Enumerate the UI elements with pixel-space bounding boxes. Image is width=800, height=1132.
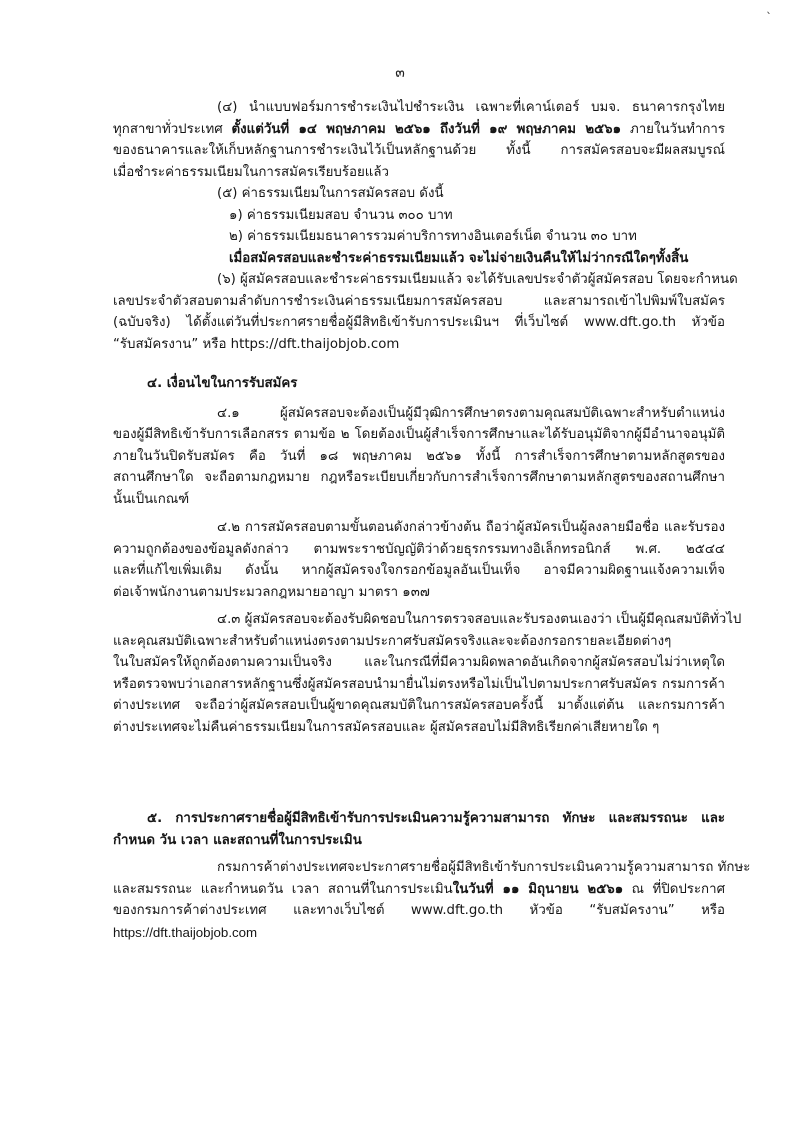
- text-span: ทุกสาขาทั่วประเทศ: [113, 121, 232, 137]
- text-line: สถานศึกษาใด จะถือตามกฎหมาย กฎหรือระเบียบเกี่ยวกับการสำเร็จการศึกษาตามหลักสูตรของสถานศึกษา: [113, 470, 725, 485]
- fee-bank: ๒) ค่าธรรมเนียมธนาคารรวมค่าบริการทางอินเตอร์เน็ต จำนวน ๓๐ บาท: [229, 229, 637, 244]
- text-line: ต่างประเทศจะไม่คืนค่าธรรมเนียมในการสมัครสอบและ ผู้สมัครสอบไม่มีสิทธิเรียกค่าเสียหายใด ๆ: [113, 719, 660, 735]
- text-line: นั้นเป็นเกณฑ์: [113, 491, 190, 507]
- section4: [113, 373, 742, 738]
- text-line: ต่อเจ้าพนักงานตามประมวลกฎหมายอาญา มาตรา ๑๓๗: [113, 584, 430, 600]
- payment-dates: ตั้งแต่วันที่ ๑๔ พฤษภาคม ๒๕๖๑ ถึงวันที่ ๑๙ พฤษภาคม ๒๕๖๑: [231, 121, 622, 137]
- no-refund-notice: เมื่อสมัครสอบและชำระค่าธรรมเนียมแล้ว จะไม่จ่ายเงินคืนให้ไม่ว่ากรณีใดๆทั้งสิ้น: [229, 250, 689, 266]
- text-line: ๔.๑ ผู้สมัครสอบจะต้องเป็นผู้มีวุฒิการศึกษาตรงตามคุณสมบัติเฉพาะสำหรับตำแหน่ง: [217, 405, 725, 421]
- section5-title-line2: กำหนด วัน เวลา และสถานที่ในการประเมิน: [113, 832, 362, 848]
- text-line: [113, 119, 725, 141]
- text-line: [113, 879, 725, 901]
- website-url: https://dft.thaijobjob.com: [113, 924, 258, 940]
- text-line: (๔) นำแบบฟอร์มการชำระเงินไปชำระเงิน เฉพาะที่เคาน์เตอร์ บมจ. ธนาคารกรุงไทย: [217, 100, 725, 115]
- section5: [113, 808, 751, 943]
- text-line: กรมการค้าต่างประเทศจะประกาศรายชื่อผู้มีสิทธิเข้ารับการประเมินความรู้ความสามารถ ทักษะ: [217, 860, 751, 875]
- text-line: ของธนาคารและให้เก็บหลักฐานการชำระเงินไว้เป็นหลักฐานด้วย ทั้งนี้ การสมัครสอบจะมีผลสมบูรณ์: [113, 143, 725, 158]
- text-line: ๔.๒ การสมัครสอบตามขั้นตอนดังกล่าวข้างต้น ถือว่าผู้สมัครเป็นผู้ลงลายมือชื่อ และรับรอง: [217, 520, 725, 535]
- fees-heading: (๕) ค่าธรรมเนียมในการสมัครสอบ ดังนี้: [217, 186, 444, 201]
- text-line: ในใบสมัครให้ถูกต้องตามความเป็นจริง และในกรณีที่มีความผิดพลาดอันเกิดจากผู้สมัครสอบไม่ว่าเหตุใด: [113, 655, 725, 670]
- text-line: เมื่อชำระค่าธรรมเนียมในการสมัครเรียบร้อยแล้ว: [113, 164, 389, 180]
- text-line: (๖) ผู้สมัครสอบและชำระค่าธรรมเนียมแล้ว จะได้รับเลขประจำตัวผู้สมัครสอบ โดยจะกำหนด: [217, 272, 738, 287]
- text-line: “รับสมัครงาน” หรือ https://dft.thaijobjob.com: [113, 336, 400, 352]
- text-line: หรือตรวจพบว่าเอกสารหลักฐานซึ่งผู้สมัครสอบนำมายื่นไม่ตรงหรือไม่เป็นไปตามประกาศรับสมัคร กรมการค้า: [113, 676, 725, 692]
- text-line: ภายในวันปิดรับสมัคร คือ วันที่ ๑๘ พฤษภาคม ๒๕๖๑ ทั้งนี้ การสำเร็จการศึกษาตามหลักสูตรของ: [113, 448, 725, 464]
- section4-title: ๔. เงื่อนไขในการรับสมัคร: [147, 376, 298, 391]
- text-span: และสมรรถนะ และกำหนดวัน เวลา สถานที่ในการประเมิน: [113, 881, 453, 897]
- text-line: (ฉบับจริง) ได้ตั้งแต่วันที่ประกาศรายชื่อผู้มีสิทธิเข้ารับการประเมินฯ ที่เว็บไซต์ www.dft.go.th หัวข้อ: [113, 315, 725, 330]
- announcement-date: ในวันที่ ๑๑ มิถุนายน ๒๕๖๑: [452, 881, 624, 897]
- text-span: ภายในวันทำการ: [621, 121, 725, 137]
- item4-payment-paragraph: [113, 97, 725, 183]
- corner-mark: ˎ: [766, 0, 772, 14]
- item6-paragraph: [113, 269, 738, 355]
- text-line: ต่างประเทศ จะถือว่าผู้สมัครสอบเป็นผู้ขาดคุณสมบัติในการสมัครสอบครั้งนี้ มาตั้งแต่ต้น และกรมการค้า: [113, 698, 725, 713]
- text-line: เลขประจำตัวสอบตามลำดับการชำระเงินค่าธรรมเนียมการสมัครสอบ และสามารถเข้าไปพิมพ์ใบสมัคร: [113, 293, 725, 309]
- section5-title-line1: ๕. การประกาศรายชื่อผู้มีสิทธิเข้ารับการประเมินความรู้ความสามารถ ทักษะ และสมรรถนะ และ: [147, 811, 725, 826]
- text-line: และที่แก้ไขเพิ่มเติม ดังนั้น หากผู้สมัครจงใจกรอกข้อมูลอันเป็นเท็จ อาจมีความผิดฐานแจ้งความเท็จ: [113, 563, 725, 578]
- item5-fees: [113, 183, 725, 269]
- text-span: ณ ที่ปิดประกาศ: [623, 881, 726, 897]
- text-line: ความถูกต้องของข้อมูลดังกล่าว ตามพระราชบัญญัติว่าด้วยธุรกรรมทางอิเล็กทรอนิกส์ พ.ศ. ๒๕๔๔: [113, 541, 725, 557]
- text-line: ๔.๓ ผู้สมัครสอบจะต้องรับผิดชอบในการตรวจสอบและรับรองตนเองว่า เป็นผู้มีคุณสมบัติทั่วไป: [217, 612, 742, 627]
- text-line: ของผู้มีสิทธิเข้ารับการเลือกสรร ตามข้อ ๒ โดยต้องเป็นผู้สำเร็จการศึกษาและได้รับอนุมัติจากผู้มีอำนาจอนุมัติ: [113, 427, 725, 442]
- text-line: ของกรมการค้าต่างประเทศ และทางเว็บไซต์ www.dft.go.th หัวข้อ “รับสมัครงาน” หรือ: [113, 903, 725, 918]
- text-line: และคุณสมบัติเฉพาะสำหรับตำแหน่งตรงตามประกาศรับสมัครจริงและจะต้องกรอกรายละเอียดต่างๆ: [113, 633, 672, 649]
- fee-exam: ๑) ค่าธรรมเนียมสอบ จำนวน ๓๐๐ บาท: [229, 207, 453, 223]
- page-number: ๓: [395, 65, 405, 81]
